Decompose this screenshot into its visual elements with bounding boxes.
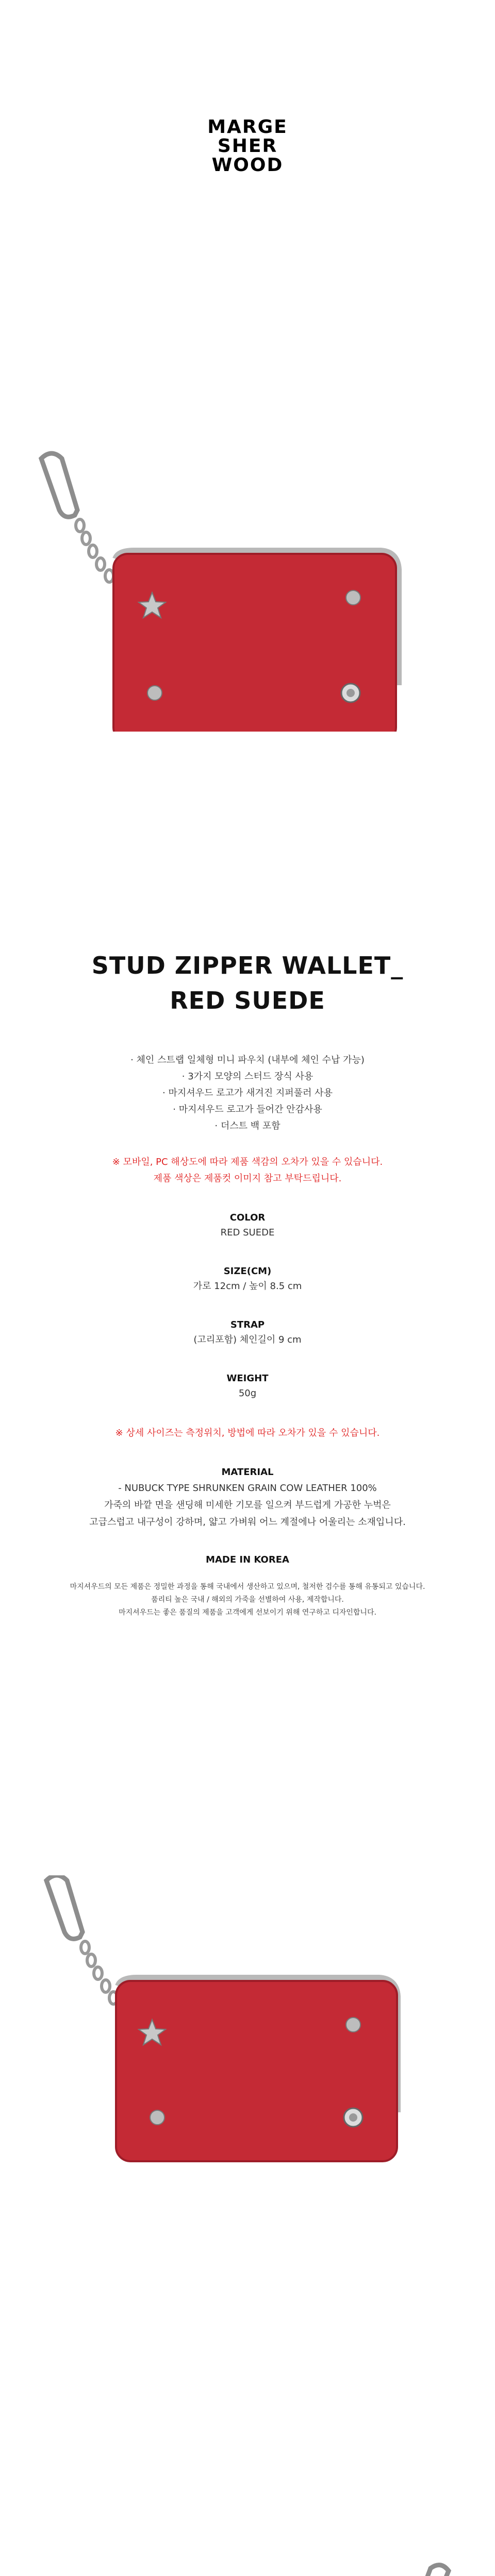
- material-label: MATERIAL: [221, 1467, 274, 1478]
- spec-strap: [0, 1318, 495, 1348]
- color-notice: [0, 1154, 495, 1187]
- brand-footer: [0, 1581, 495, 1619]
- strap-label: STRAP: [230, 1319, 265, 1330]
- chain-icon: [81, 1941, 118, 2004]
- carabiner-icon: [41, 453, 77, 517]
- wallet-illustration: [0, 443, 495, 732]
- color-label: COLOR: [229, 1212, 266, 1223]
- logo-line-1: MARGE: [207, 116, 288, 138]
- product-info: [0, 948, 495, 1619]
- footer-line: 마지셔우드의 모든 제품은 정밀한 과정을 통해 국내에서 생산하고 있으며, 철저한 검수를 통해 유통되고 있습니다.: [70, 1583, 425, 1591]
- feature-item: · 3가지 모양의 스터드 장식 사용: [182, 1071, 314, 1082]
- weight-value: 50g: [238, 1388, 257, 1399]
- round-stud-icon: [346, 590, 360, 605]
- color-value: RED SUEDE: [220, 1227, 275, 1238]
- made-in-korea: MADE IN KOREA: [206, 1554, 289, 1565]
- material-line: 가죽의 바깥 면을 샌딩해 미세한 기모를 일으켜 부드럽게 가공한 누벅은: [104, 1500, 391, 1511]
- title-line-1: STUD ZIPPER WALLET_: [91, 952, 404, 979]
- round-stud-icon: [346, 2018, 360, 2032]
- wallet-body: [113, 554, 396, 732]
- footer-line: 품리티 높은 국내 / 해외의 가죽을 선별하여 사용, 제작합니다.: [151, 1596, 344, 1604]
- spec-color: [0, 1211, 495, 1241]
- title-line-2: RED SUEDE: [170, 987, 325, 1014]
- product-title: [0, 948, 495, 1018]
- measure-notice: ※ 상세 사이즈는 측정위치, 방법에 따라 오차가 있을 수 있습니다.: [115, 1428, 380, 1438]
- wallet-illustration: [0, 1875, 495, 2164]
- round-stud-icon: [147, 686, 162, 700]
- color-notice-line-1: ※ 모바일, PC 해상도에 따라 제품 색감의 오차가 있을 수 있습니다.: [112, 1157, 383, 1167]
- spec-size: [0, 1264, 495, 1294]
- carabiner-icon: [412, 2565, 449, 2576]
- product-photo-2: [0, 1875, 495, 2164]
- logo-line-3: WOOD: [211, 155, 284, 176]
- footer-line: 마지셔우드는 좋은 품질의 제품을 고객에게 선보이기 위해 연구하고 디자인합니다.: [119, 1608, 376, 1617]
- material-line: 고급스럽고 내구성이 강하며, 얇고 가벼워 어느 계절에나 어울리는 소재입니다.: [89, 1517, 406, 1528]
- spec-material: [0, 1465, 495, 1531]
- product-photo-1: [0, 443, 495, 732]
- carabiner-icon: [46, 1875, 82, 1939]
- size-value: 가로 12cm / 높이 8.5 cm: [193, 1281, 302, 1292]
- carabiner-partial: [0, 2561, 495, 2576]
- weight-label: WEIGHT: [226, 1373, 269, 1384]
- chain-icon: [76, 519, 113, 582]
- product-photo-3-partial: [0, 2561, 495, 2576]
- wallet-body: [116, 1981, 397, 2161]
- logo-line-2: SHER: [217, 135, 278, 157]
- color-notice-line-2: 제품 색상은 제품컷 이미지 참고 부탁드립니다.: [153, 1173, 342, 1184]
- material-line: - NUBUCK TYPE SHRUNKEN GRAIN COW LEATHER 100%: [118, 1483, 377, 1494]
- feature-item: · 체인 스트랩 일체형 미니 파우치 (내부에 체인 수납 가능): [130, 1055, 365, 1065]
- brand-logo: [0, 117, 495, 175]
- feature-item: · 마지셔우드 로고가 새겨진 지퍼풀러 사용: [162, 1088, 333, 1098]
- size-label: SIZE(CM): [223, 1266, 272, 1277]
- feature-item: · 더스트 백 포함: [214, 1121, 280, 1131]
- spec-weight: [0, 1371, 495, 1401]
- strap-value: (고리포함) 체인길이 9 cm: [193, 1334, 302, 1345]
- feature-list: [0, 1052, 495, 1134]
- round-stud-icon: [150, 2110, 164, 2125]
- feature-item: · 마지셔우드 로고가 들어간 안감사용: [173, 1104, 322, 1115]
